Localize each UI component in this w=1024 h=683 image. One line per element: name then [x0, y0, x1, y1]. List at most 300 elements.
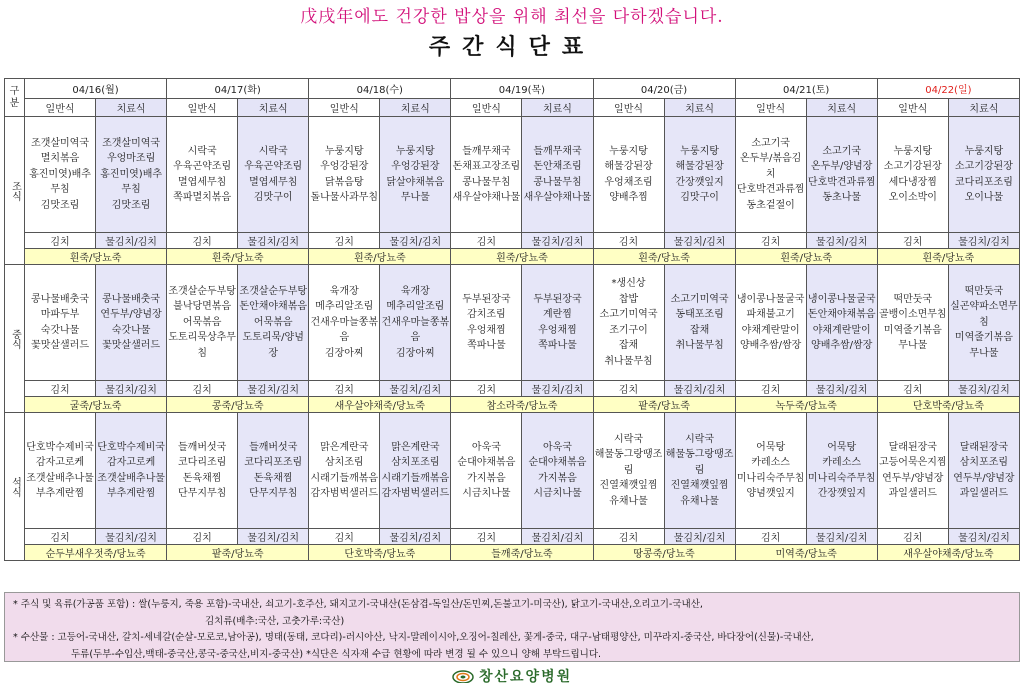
kimchi-general: 김치	[451, 529, 522, 545]
notes-line-3: * 수산물 : 고등어-국내산, 갈치-세네갈(순살-모로코,남아공), 명태(동태, 코다리)-러시아산, 낙지-말레이시아,오징어-칠레산, 꽃게-중국, 대구-남태평양산, 미꾸라지-중국산, 바다장어(신물)-국내산,	[13, 632, 814, 644]
dish-item: 돈육채찜	[182, 472, 222, 484]
porridge-option: 흰죽/당뇨죽	[735, 249, 877, 265]
kimchi-therapeutic: 물김치/김치	[664, 233, 735, 249]
dish-item: 순대야채볶음	[457, 457, 516, 468]
dish-item: 김맛구이	[253, 192, 293, 203]
dish-item: 메추리알조림	[315, 301, 374, 313]
dish-item: 감자범벅샐러드	[381, 488, 450, 499]
dish-item: 소고기국	[751, 137, 790, 149]
general-menu-cell	[167, 413, 238, 529]
dish-item: 우엉마조림	[106, 153, 156, 165]
porridge-option: 흰죽/당뇨죽	[25, 249, 167, 265]
dish-item: 조갯살배추나물	[26, 472, 94, 484]
therapeutic-menu-cell	[664, 265, 735, 381]
therapeutic-menu-cell	[96, 117, 167, 233]
dish-item: 우엉강된장	[391, 161, 440, 172]
dish-item: 소고기강된장	[883, 161, 942, 172]
dish-item: 김맛구이	[680, 192, 719, 203]
dish-item: 시락국	[685, 433, 715, 445]
dish-item: 야채계란말이	[812, 324, 871, 336]
therapeutic-menu-cell	[522, 117, 593, 233]
dish-item: 유채나물	[609, 495, 648, 507]
dish-item: 새우살야채나물	[452, 192, 521, 203]
therapeutic-menu-cell	[380, 117, 451, 233]
therapeutic-menu-cell	[664, 413, 735, 529]
dish-item: 단호박견과류찜	[736, 184, 805, 196]
general-menu-cell	[593, 265, 664, 381]
kimchi-therapeutic: 물김치/김치	[664, 381, 735, 397]
dish-item: 메추리알조림	[386, 301, 445, 313]
dish-item: 단호박수제비국	[26, 441, 94, 453]
therapeutic-menu-cell	[238, 117, 309, 233]
kimchi-therapeutic: 물김치/김치	[380, 233, 451, 249]
dish-item: 동초겉절이	[746, 199, 795, 211]
dish-item: 돌나물사과무침	[310, 192, 379, 203]
kimchi-therapeutic: 물김치/김치	[522, 381, 593, 397]
dish-item: 조갯살순두부탕	[239, 285, 308, 297]
day-header: 04/21(토)	[735, 79, 877, 99]
therapeutic-menu-cell	[948, 413, 1019, 529]
general-menu-cell	[25, 117, 96, 233]
dish-item: 미나리숙주무침	[736, 472, 805, 484]
dish-item: 김장아찌	[324, 347, 364, 359]
dish-item: 과일샐러드	[888, 488, 937, 499]
general-diet-header: 일반식	[309, 99, 380, 117]
dish-item: 시래기들깨볶음	[381, 472, 450, 484]
dish-item: 카레소스	[751, 457, 790, 468]
porridge-option: 땅콩죽/당뇨죽	[593, 545, 735, 561]
porridge-option: 순두부새우젓죽/당뇨죽	[25, 545, 167, 561]
general-menu-cell	[877, 413, 948, 529]
dish-item: 무나물	[969, 347, 999, 359]
hospital-name: 창산요양병원	[478, 668, 573, 683]
dish-item: 멸엽세무침	[249, 176, 298, 188]
kimchi-therapeutic: 물김치/김치	[948, 381, 1019, 397]
dish-item: 누룽지탕	[609, 145, 648, 157]
dish-item: 동초나물	[822, 192, 862, 203]
dish-item: 누룽지탕	[680, 145, 719, 157]
dish-item: 삼치포조림	[959, 457, 1009, 468]
banner-slogan: 戊戌年에도 건강한 밥상을 위해 최선을 다하겠습니다.	[300, 7, 724, 27]
kimchi-therapeutic: 물김치/김치	[806, 233, 877, 249]
dish-item: 해물동그랑땡조림	[665, 449, 734, 476]
kimchi-general: 김치	[593, 233, 664, 249]
kimchi-general: 김치	[735, 233, 806, 249]
dish-item: 연두부/양념장	[100, 309, 162, 320]
porridge-option: 흰죽/당뇨죽	[451, 249, 593, 265]
general-menu-cell	[25, 413, 96, 529]
therapeutic-menu-cell	[948, 265, 1019, 381]
dish-item: 코다리조림	[178, 457, 227, 468]
dish-item: 맑은계란국	[391, 441, 440, 453]
dish-item: 돈채표고장조림	[452, 161, 521, 172]
day-header: 04/20(금)	[593, 79, 735, 99]
porridge-option: 미역죽/당뇨죽	[735, 545, 877, 561]
general-menu-cell	[593, 413, 664, 529]
general-menu-cell	[735, 413, 806, 529]
kimchi-therapeutic: 물김치/김치	[948, 233, 1019, 249]
kimchi-general: 김치	[877, 381, 948, 397]
therapeutic-menu-cell	[380, 413, 451, 529]
kimchi-general: 김치	[25, 233, 96, 249]
dish-item: 숙갓나물	[40, 324, 80, 336]
dish-item: 두부된장국	[533, 293, 582, 305]
dish-item: 시락국	[187, 145, 217, 157]
dish-item: 단무지무침	[249, 488, 298, 499]
general-menu-cell	[309, 265, 380, 381]
dish-item: 들깨버섯국	[178, 441, 227, 453]
porridge-option: 새우살야채죽/당뇨죽	[877, 545, 1019, 561]
dish-item: 해물동그랑땡조림	[594, 449, 663, 476]
dish-item: 달래된장국	[888, 441, 937, 453]
dish-item: 부추계란찜	[35, 488, 85, 499]
dish-item: 소고기미역국	[599, 309, 658, 320]
dish-item: 단호박수제비국	[97, 441, 165, 453]
dish-item: 간장깻잎지	[817, 488, 866, 499]
porridge-option: 참소라죽/당뇨죽	[451, 397, 593, 413]
dish-item: 소고기강된장	[954, 161, 1013, 172]
dish-item: 꽃맛살샐러드	[31, 340, 90, 351]
origin-notes	[4, 592, 1020, 662]
dish-item: 떡만둣국	[964, 285, 1004, 297]
therapeutic-menu-cell	[948, 117, 1019, 233]
kimchi-general: 김치	[593, 381, 664, 397]
dish-item: 세다냉장찜	[888, 176, 937, 188]
dish-item: 골뱅이소면무침	[878, 309, 947, 320]
day-header: 04/19(목)	[451, 79, 593, 99]
dish-item: 누룽지탕	[396, 145, 435, 157]
dish-item: 삼치포조림	[391, 457, 440, 468]
porridge-option: 단호박죽/당뇨죽	[877, 397, 1019, 413]
porridge-option: 단호박죽/당뇨죽	[309, 545, 451, 561]
day-header: 04/17(화)	[167, 79, 309, 99]
dish-item: 미나리숙주무침	[807, 472, 876, 484]
dish-item: 건새우마늘쫑볶음	[381, 316, 450, 344]
therapeutic-diet-header: 치료식	[664, 99, 735, 117]
dish-item: 시래기들깨볶음	[310, 472, 379, 484]
kimchi-general: 김치	[877, 529, 948, 545]
kimchi-general: 김치	[451, 381, 522, 397]
dish-item: 콩나물배춧국	[102, 293, 161, 305]
therapeutic-diet-header: 치료식	[522, 99, 593, 117]
dish-item: 조갯살미역국	[102, 137, 161, 149]
dish-item: 아욱국	[471, 441, 501, 453]
dish-item: 고등어묵은지찜	[878, 457, 947, 468]
dish-item: 우엉채찜	[467, 324, 506, 336]
dish-item: 미역줄기볶음	[883, 324, 942, 336]
dish-item: 돈육채찜	[253, 472, 293, 484]
dish-item: 우엉강된장	[320, 161, 369, 172]
kimchi-general: 김치	[735, 381, 806, 397]
general-diet-header: 일반식	[451, 99, 522, 117]
dish-item: 양념깻잎지	[746, 488, 795, 499]
notes-line-4: 두류(두부-수입산,백태-중국산,콩국-중국산,비지-중국산) *식단은 식자재 수급 현황에 따라 변경 될 수 있으니 양해 부탁드립니다.	[71, 648, 602, 660]
porridge-option: 흰죽/당뇨죽	[877, 249, 1019, 265]
therapeutic-menu-cell	[96, 413, 167, 529]
dish-item: *생신상	[611, 278, 646, 289]
kimchi-therapeutic: 물김치/김치	[806, 529, 877, 545]
dish-item: 조기구이	[609, 324, 648, 336]
porridge-option: 흰죽/당뇨죽	[593, 249, 735, 265]
kimchi-general: 김치	[167, 381, 238, 397]
therapeutic-menu-cell	[238, 413, 309, 529]
dish-item: 쪽파나물	[467, 340, 506, 351]
kimchi-therapeutic: 물김치/김치	[806, 381, 877, 397]
therapeutic-menu-cell	[806, 265, 877, 381]
porridge-option: 들깨죽/당뇨죽	[451, 545, 593, 561]
dish-item: 연두부/양념장	[882, 472, 944, 484]
dish-item: 도토리묵/양념장	[242, 332, 304, 359]
therapeutic-diet-header: 치료식	[380, 99, 451, 117]
dish-item: 두부된장국	[462, 293, 511, 305]
dish-item: 가지볶음	[467, 472, 506, 484]
dish-item: 건새우마늘쫑볶음	[310, 316, 379, 344]
therapeutic-diet-header: 치료식	[238, 99, 309, 117]
dish-item: 돈안채야채볶음	[807, 309, 876, 320]
general-menu-cell	[877, 265, 948, 381]
dish-item: 카레소스	[822, 457, 862, 468]
dish-item: 찹밥	[618, 293, 639, 305]
general-menu-cell	[25, 265, 96, 381]
dish-item: 양배추쌈/쌈장	[739, 340, 802, 351]
dish-item: 아욱국	[542, 441, 572, 453]
dish-item: 부추계란찜	[106, 488, 156, 499]
dish-item: 들깨무채국	[533, 145, 582, 157]
therapeutic-menu-cell	[96, 265, 167, 381]
dish-item: 어묵볶음	[253, 316, 293, 328]
dish-item: 온두부/볶음김치	[739, 153, 802, 180]
kimchi-general: 김치	[167, 233, 238, 249]
dish-item: 코다리포조림	[954, 176, 1013, 188]
dish-item: 누룽지탕	[893, 145, 933, 157]
kimchi-general: 김치	[309, 233, 380, 249]
dish-item: 달래된장국	[959, 441, 1009, 453]
porridge-option: 굴죽/당뇨죽	[25, 397, 167, 413]
dish-item: 돈안채조림	[533, 161, 582, 172]
dish-item: 삼치조림	[324, 457, 364, 468]
kimchi-therapeutic: 물김치/김치	[522, 233, 593, 249]
general-menu-cell	[451, 117, 522, 233]
dish-item: 돈안채야채볶음	[239, 301, 308, 313]
dish-item: 김장아찌	[396, 347, 435, 359]
dish-item: 멸치볶음	[40, 153, 80, 165]
dish-item: 불낙당면볶음	[173, 301, 232, 313]
dish-item: 어묵탕	[827, 441, 857, 453]
dish-item: 양배추쌈/쌈장	[811, 340, 873, 351]
kimchi-therapeutic: 물김치/김치	[96, 381, 167, 397]
therapeutic-menu-cell	[664, 117, 735, 233]
dish-item: 김맛조림	[40, 199, 80, 211]
meal-label: 중식	[5, 265, 25, 413]
dish-item: 육개장	[400, 285, 430, 297]
porridge-option: 새우살야채죽/당뇨죽	[309, 397, 451, 413]
dish-item: 콩나물배춧국	[31, 293, 90, 305]
kimchi-therapeutic: 물김치/김치	[96, 529, 167, 545]
dish-item: 야채계란말이	[741, 324, 800, 336]
therapeutic-menu-cell	[806, 117, 877, 233]
kimchi-general: 김치	[309, 381, 380, 397]
dish-item: 실곤약파소면무침	[950, 301, 1018, 328]
dish-item: 우엉채찜	[538, 324, 577, 336]
dish-item: 무나물	[400, 192, 430, 203]
dish-item: 우육곤약조림	[244, 161, 303, 172]
therapeutic-menu-cell	[522, 265, 593, 381]
dish-item: 해물강된장	[604, 161, 653, 172]
dish-item: 들깨버섯국	[249, 441, 298, 453]
dish-item: 취나물무침	[604, 355, 653, 367]
general-menu-cell	[451, 265, 522, 381]
therapeutic-menu-cell	[806, 413, 877, 529]
therapeutic-diet-header: 치료식	[96, 99, 167, 117]
dish-item: 들깨무채국	[462, 145, 511, 157]
general-menu-cell	[735, 117, 806, 233]
notes-line-1: * 주식 및 육류(가공품 포함) : 쌀(누룽지, 죽용 포함)-국내산, 쇠고기-호주산, 돼지고기-국내산(돈삼겹-독일산/돈민찌,돈불고기-미국산), 닭고기-국내산,오리고기-국내산,	[13, 599, 703, 610]
dish-item: 시금치나물	[462, 488, 511, 499]
meal-label: 석식	[5, 413, 25, 561]
dish-item: 우엉채조림	[604, 176, 653, 188]
dish-item: 유채나물	[680, 495, 719, 507]
general-menu-cell	[167, 265, 238, 381]
dish-item: 잡채	[618, 340, 639, 351]
dish-item: 양배추찜	[609, 192, 648, 203]
therapeutic-diet-header: 치료식	[948, 99, 1019, 117]
dish-item: 어묵볶음	[182, 316, 222, 328]
kimchi-general: 김치	[25, 381, 96, 397]
dish-item: 오이소박이	[888, 192, 937, 203]
dish-item: 닭볶음탕	[324, 176, 364, 188]
dish-item: 온두부/양념장	[811, 161, 873, 172]
weekly-menu-table	[4, 78, 1020, 561]
footer	[0, 665, 1024, 683]
porridge-option: 흰죽/당뇨죽	[309, 249, 451, 265]
therapeutic-menu-cell	[238, 265, 309, 381]
kimchi-therapeutic: 물김치/김치	[522, 529, 593, 545]
dish-item: 누룽지탕	[964, 145, 1004, 157]
general-menu-cell	[735, 265, 806, 381]
dish-item: 순대야채볶음	[528, 457, 587, 468]
kimchi-general: 김치	[451, 233, 522, 249]
therapeutic-diet-header: 치료식	[806, 99, 877, 117]
kimchi-therapeutic: 물김치/김치	[948, 529, 1019, 545]
dish-item: 오이나물	[964, 192, 1004, 203]
dish-item: 어묵탕	[756, 441, 786, 453]
dish-item: 진열채깻잎찜	[599, 480, 658, 492]
dish-item: 냉이콩나물굴국	[736, 293, 805, 305]
general-diet-header: 일반식	[167, 99, 238, 117]
kimchi-therapeutic: 물김치/김치	[664, 529, 735, 545]
kimchi-therapeutic: 물김치/김치	[380, 381, 451, 397]
dish-item: 소고기국	[822, 145, 862, 157]
kimchi-general: 김치	[735, 529, 806, 545]
dish-item: 파채불고기	[746, 309, 795, 320]
dish-item: 조갯살배추나물	[97, 472, 165, 484]
kimchi-general: 김치	[309, 529, 380, 545]
general-diet-header: 일반식	[877, 99, 948, 117]
dish-item: 떡만둣국	[893, 293, 933, 305]
dish-item: 단호박견과류찜	[807, 176, 876, 188]
therapeutic-menu-cell	[380, 265, 451, 381]
kimchi-general: 김치	[877, 233, 948, 249]
dish-item: 맑은계란국	[320, 441, 369, 453]
general-menu-cell	[877, 117, 948, 233]
day-header: 04/16(월)	[25, 79, 167, 99]
dish-item: 닭살야채볶음	[386, 176, 445, 188]
porridge-option: 콩죽/당뇨죽	[167, 397, 309, 413]
dish-item: 도토리묵상추무침	[168, 332, 236, 359]
general-menu-cell	[593, 117, 664, 233]
dish-item: 시락국	[258, 145, 288, 157]
dish-item: 감치조림	[467, 309, 506, 320]
dish-item: 시금치나물	[533, 488, 582, 499]
kimchi-therapeutic: 물김치/김치	[380, 529, 451, 545]
kimchi-general: 김치	[167, 529, 238, 545]
dish-item: 새우살야채나물	[523, 192, 592, 203]
meal-label: 조식	[5, 117, 25, 265]
dish-item: 육개장	[329, 285, 359, 297]
dish-item: 과일샐러드	[959, 488, 1009, 499]
dish-item: 무나물	[898, 340, 928, 351]
dish-item: 꽃맛살샐러드	[102, 340, 161, 351]
dish-item: 콩나물무침	[462, 176, 511, 188]
porridge-option: 팥죽/당뇨죽	[593, 397, 735, 413]
dish-item: 조갯살미역국	[31, 137, 90, 149]
porridge-option: 팥죽/당뇨죽	[167, 545, 309, 561]
page-title: 주간식단표	[428, 35, 596, 60]
general-diet-header: 일반식	[593, 99, 664, 117]
dish-item: 쪽파멸치볶음	[173, 192, 232, 203]
therapeutic-menu-cell	[522, 413, 593, 529]
dish-item: 누룽지탕	[324, 145, 364, 157]
dish-item: 간장깻잎지	[675, 176, 724, 188]
dish-item: 감자고로케	[106, 457, 156, 468]
dish-item: 소고기미역국	[670, 293, 729, 305]
general-menu-cell	[451, 413, 522, 529]
general-menu-cell	[309, 413, 380, 529]
dish-item: 쪽파나물	[538, 340, 577, 351]
dish-item: 단무지무침	[178, 488, 227, 499]
dish-item: 홍진미엿)배추무침	[29, 168, 91, 196]
dish-item: 계란찜	[542, 309, 572, 320]
kimchi-therapeutic: 물김치/김치	[238, 233, 309, 249]
dish-item: 연두부/양념장	[953, 472, 1015, 484]
dish-item: 조갯살순두부탕	[168, 285, 236, 297]
dish-item: 미역줄기볶음	[954, 332, 1013, 344]
dish-item: 시락국	[614, 433, 644, 445]
dish-item: 해물강된장	[675, 161, 724, 172]
dish-item: 우육곤약조림	[173, 161, 232, 172]
porridge-option: 흰죽/당뇨죽	[167, 249, 309, 265]
dish-item: 홍진미엿)배추무침	[100, 168, 163, 196]
kimchi-therapeutic: 물김치/김치	[238, 381, 309, 397]
hospital-logo-icon	[452, 669, 474, 683]
dish-item: 동태포조림	[675, 309, 724, 320]
dish-item: 멸엽세무침	[178, 176, 227, 188]
notes-line-2: 김치류(배추:국산, 고춧가루:국산)	[205, 615, 345, 627]
kimchi-therapeutic: 물김치/김치	[238, 529, 309, 545]
porridge-option: 녹두죽/당뇨죽	[735, 397, 877, 413]
dish-item: 잡채	[689, 324, 710, 336]
general-menu-cell	[167, 117, 238, 233]
general-diet-header: 일반식	[25, 99, 96, 117]
dish-item: 마파두부	[40, 309, 80, 320]
dish-item: 코다리포조림	[244, 457, 303, 468]
dish-item: 콩나물무침	[533, 176, 582, 188]
dish-item: 감자고로케	[35, 457, 85, 468]
general-menu-cell	[309, 117, 380, 233]
dish-item: 감자범벅샐러드	[310, 488, 379, 499]
dish-item: 진열채깻잎찜	[670, 480, 729, 492]
kimchi-general: 김치	[593, 529, 664, 545]
